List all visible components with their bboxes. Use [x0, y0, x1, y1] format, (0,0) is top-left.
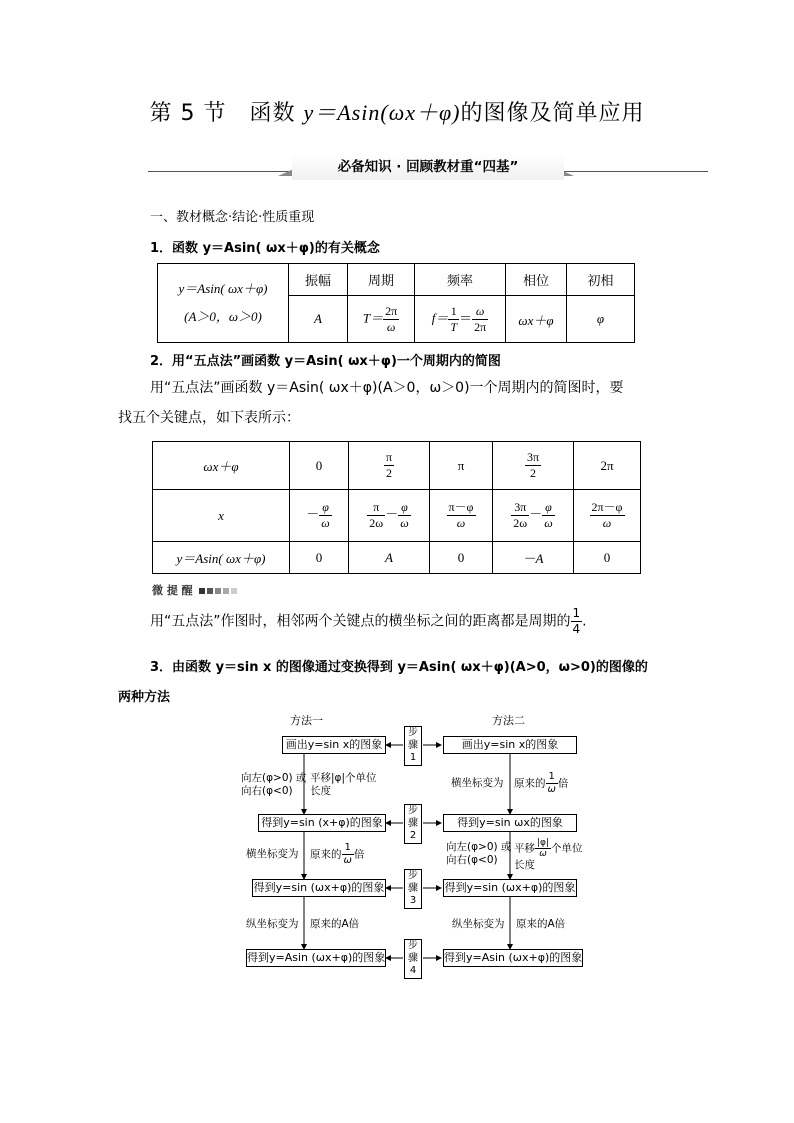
freq-den-1: T [450, 319, 458, 334]
item3-heading-line1: 3．由函数 y＝sin x 的图像通过变换得到 y＝Asin( ωx＋φ)(A>0，ω>0)的图像的 [150, 660, 648, 675]
section-heading: 一、教材概念·结论·性质重现 [150, 210, 315, 225]
row1-c1: 0 [290, 442, 349, 490]
step-char: 步 [408, 805, 418, 816]
step-char: 骤 [408, 817, 418, 829]
step-number: 2 [409, 830, 417, 841]
tip-num: 1 [572, 606, 581, 620]
row2-c3-num: π－φ [448, 500, 474, 514]
freq-num-1: 1 [448, 304, 459, 320]
section-banner: 必备知识 · 回顾教材重“四基” [292, 154, 564, 180]
m2-box-4: 得到y=Asin (ωx+φ)的图象 [443, 949, 583, 967]
period-den: ω [386, 319, 396, 334]
m2-t3-left: 纵坐标变为 [452, 918, 505, 930]
m2-t1-right-text: 原来的 [514, 777, 546, 790]
row2-c1-num: φ [319, 500, 331, 516]
title-suffix: 的图像及简单应用 [460, 101, 645, 126]
item2-para-line2: 找五个关键点，如下表所示： [118, 410, 300, 426]
m1-t1-left [241, 772, 306, 798]
method2-label: 方法二 [492, 714, 525, 727]
row2-label: x [153, 490, 290, 542]
row2-c5-den: ω [602, 516, 612, 530]
m2-t1-den: ω [547, 784, 556, 795]
initial-phase-value: φ [567, 296, 635, 343]
m1-box-2: 得到y=sin (x+φ)的图象 [258, 814, 386, 832]
tip-label-text: 微 提 醒 [152, 584, 193, 597]
m2-t1-fraction [546, 771, 558, 796]
tip-den: 4 [572, 622, 581, 636]
step-char: 骤 [408, 952, 418, 964]
header-initial-phase: 初相 [567, 264, 635, 296]
m1-t2-right [310, 842, 364, 867]
m2-t2-num: |φ| [537, 838, 550, 848]
header-phase: 相位 [506, 264, 567, 296]
m2-box-3: 得到y=sin (ωx+φ)的图象 [443, 879, 577, 897]
m2-t2-right-text: 平移 [514, 842, 535, 855]
head-cell-formula: y＝Asin( ωx＋φ) [178, 281, 268, 296]
m1-box-1: 画出y=sin x的图象 [282, 736, 386, 754]
m2-t2-right-line2: 长度 [514, 859, 535, 871]
m1-t2-left: 横坐标变为 [246, 848, 299, 860]
row2-c2-den: 2ω [369, 516, 384, 530]
step-number: 4 [409, 965, 417, 976]
row1-c2-num: π [385, 450, 393, 464]
m1-t2-right-text: 原来的 [310, 848, 342, 861]
header-amplitude: 振幅 [289, 264, 348, 296]
m2-t2-left [446, 841, 511, 867]
step-number: 3 [409, 895, 417, 906]
m2-t2-left-line1: 向左(φ>0) 或 [446, 841, 512, 853]
row2-c2-den2: ω [400, 516, 409, 530]
m2-box-2: 得到y=sin ωx的图象 [443, 814, 577, 832]
m2-t2-right [514, 838, 583, 872]
row3-c2: A [349, 542, 430, 574]
step-4-box [404, 939, 422, 979]
row2-c4-num2: φ [542, 500, 554, 516]
m2-t2-den: ω [539, 849, 547, 859]
item3-heading-line2: 两种方法 [118, 690, 171, 705]
m2-t2-right-text2: 个单位 [551, 842, 583, 855]
row3-c3: 0 [430, 542, 493, 574]
step-number: 1 [409, 752, 417, 763]
m2-t2-left-line2: 向右(φ<0) [446, 854, 498, 866]
row1-label: ωx＋φ [153, 442, 290, 490]
freq-den-2: 2π [474, 319, 487, 334]
m2-t1-end: 倍 [557, 777, 569, 790]
m1-t2-num: 1 [342, 842, 354, 855]
m1-t2-den: ω [343, 855, 352, 866]
m1-t1-left-line1: 向左(φ>0) 或 [241, 772, 307, 784]
tip-end: . [582, 613, 587, 630]
phase-value: ωx＋φ [506, 296, 567, 343]
step-2-box [404, 804, 422, 844]
m1-box-3: 得到y=sin (ωx+φ)的图象 [252, 879, 386, 897]
period-num: 2π [385, 303, 398, 318]
m1-box-4: 得到y=Asin (ωx+φ)的图象 [246, 949, 386, 967]
step-char: 骤 [408, 882, 418, 894]
row3-c1: 0 [290, 542, 349, 574]
header-period: 周期 [348, 264, 415, 296]
m1-t3-right: 原来的A倍 [310, 918, 360, 930]
m2-box-1: 画出y=sin x的图象 [443, 736, 577, 754]
m1-t1-left-line2: 向右(φ<0) [241, 785, 293, 797]
row2-c1-den: ω [321, 516, 330, 530]
tip-text-body: 用“五点法”作图时，相邻两个关键点的横坐标之间的距离都是周期的 [150, 613, 571, 630]
m2-t2-fraction [535, 838, 551, 859]
row2-c4-den2: ω [544, 516, 553, 530]
row2-c4-num: 3π [511, 500, 529, 516]
m1-t1-right-line1: 平移|φ|个单位 [310, 772, 377, 784]
period-prefix: T＝ [362, 309, 384, 325]
row3-label: y＝Asin( ωx＋φ) [153, 542, 290, 574]
m1-t2-end: 倍 [353, 848, 365, 861]
m2-t1-right [514, 771, 568, 796]
step-char: 步 [408, 940, 418, 951]
m1-t1-right [310, 772, 377, 798]
step-3-box [404, 869, 422, 909]
step-1-box [404, 726, 422, 766]
step-char: 步 [408, 870, 418, 881]
row2-c4-minus: － [529, 506, 543, 522]
step-char: 骤 [408, 739, 418, 751]
row2-c2-minus: － [385, 506, 399, 522]
row1-c4-num: 3π [526, 450, 540, 464]
row2-c3-den: ω [456, 516, 466, 530]
m2-t1-left: 横坐标变为 [451, 777, 504, 789]
item1-heading: 1．函数 y＝Asin( ωx＋φ)的有关概念 [150, 241, 380, 256]
row3-c4: －A [493, 542, 574, 574]
row2-c2-num2: φ [398, 500, 410, 516]
row1-c4-den: 2 [530, 466, 536, 480]
step-char: 步 [408, 727, 418, 738]
m1-t3-left: 纵坐标变为 [246, 918, 299, 930]
m2-t3-right: 原来的A倍 [516, 918, 566, 930]
amplitude-value: A [289, 296, 348, 343]
row1-c2-den: 2 [386, 466, 392, 480]
row2-c2-num: π [367, 500, 385, 516]
head-cell-condition: (A＞0，ω＞0) [184, 309, 262, 324]
item2-heading: 2．用“五点法”画函数 y＝Asin( ωx＋φ)一个周期内的简图 [150, 354, 501, 369]
m1-t1-right-line2: 长度 [310, 785, 331, 797]
method1-label: 方法一 [290, 714, 323, 727]
title-prefix: 第 5 节 函数 [149, 101, 304, 126]
title-formula: y＝Asin(ωx＋φ) [303, 100, 461, 125]
freq-prefix: f＝ [431, 309, 449, 325]
m2-t1-num: 1 [546, 771, 558, 784]
freq-eq: ＝ [459, 309, 473, 325]
row3-c5: 0 [574, 542, 641, 574]
freq-num-2: ω [472, 304, 488, 320]
item2-para-line1: 用“五点法”画函数 y＝Asin( ωx＋φ)(A＞0，ω＞0)一个周期内的简图时，要 [150, 380, 624, 396]
row2-c4-den: 2ω [513, 516, 528, 530]
header-frequency: 频率 [415, 264, 506, 296]
m1-t2-fraction [342, 842, 354, 867]
row2-c1-sign: － [306, 506, 320, 522]
row2-c5-num: 2π－φ [591, 500, 623, 514]
row1-c5: 2π [574, 442, 641, 490]
row1-c3: π [430, 442, 493, 490]
